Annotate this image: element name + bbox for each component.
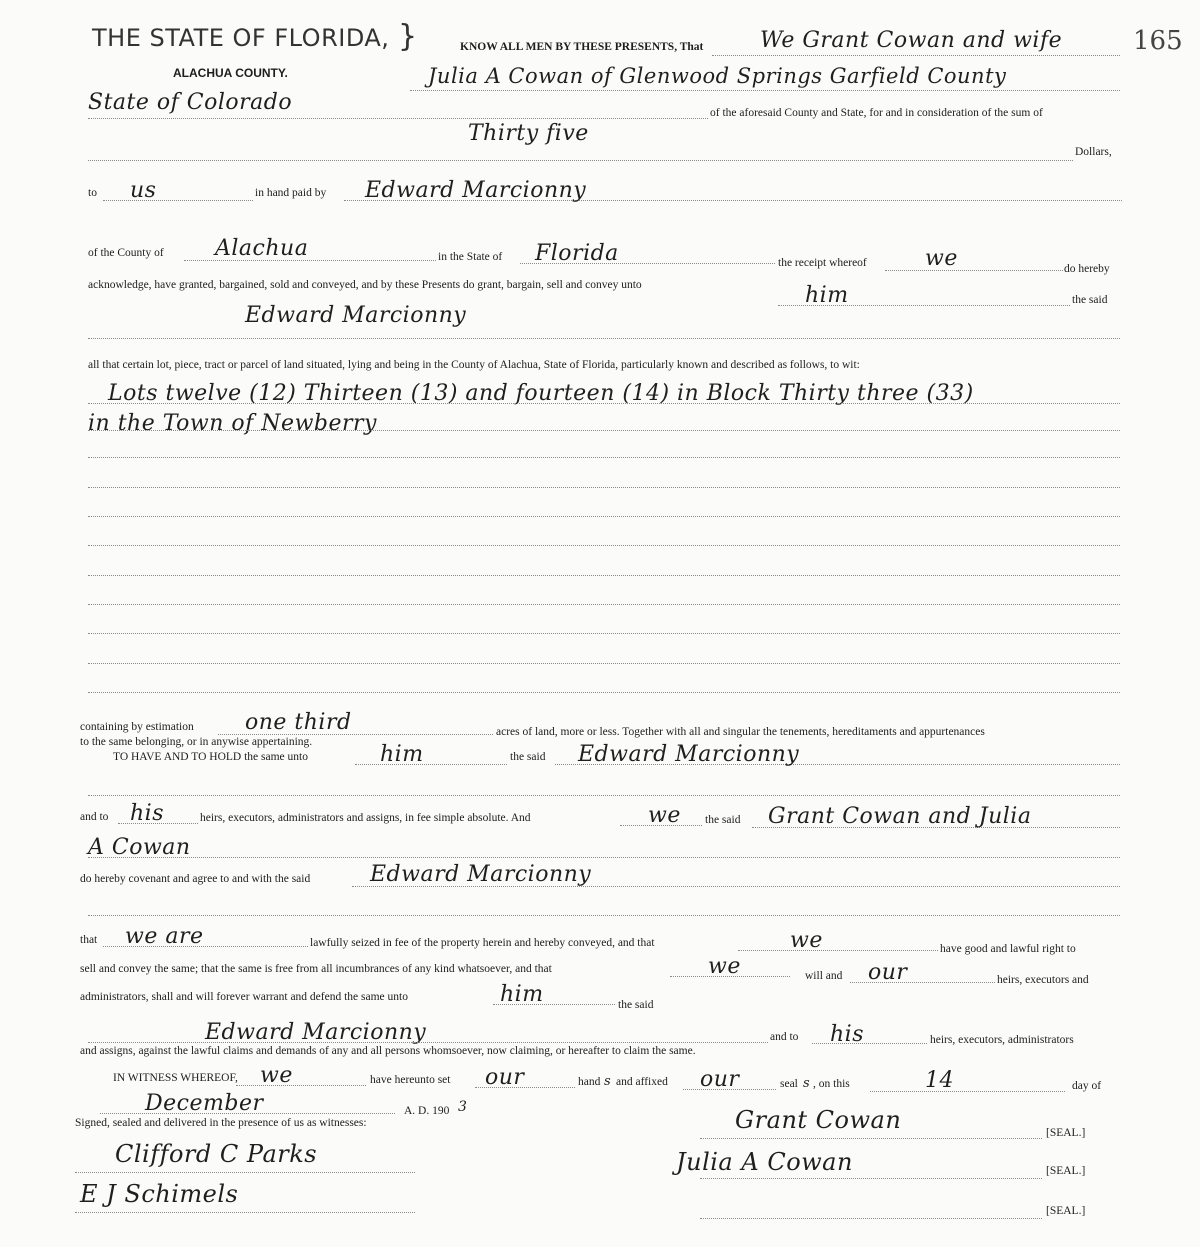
habendum-the-said2: the said <box>705 814 741 826</box>
in-witness-label: IN WITNESS WHEREOF, <box>113 1072 238 1084</box>
to-have-label: TO HAVE AND TO HOLD the same unto <box>113 751 308 763</box>
grantors-line3: State of Colorado <box>88 90 293 115</box>
ruled-line <box>88 604 1120 605</box>
ruled-line <box>88 915 1120 916</box>
warranty-the-said: the said <box>618 999 654 1011</box>
affixed-label: and affixed <box>616 1076 668 1088</box>
belonging-text: to the same belonging, or in anywise appertaining. <box>80 736 313 748</box>
receipt-label: the receipt whereof <box>778 257 867 269</box>
unto-value: him <box>805 283 849 308</box>
hand-suffix: s <box>604 1074 612 1089</box>
acknowledge-text: acknowledge, have granted, bargained, sold and conveyed, and by these Presents do grant, bargain, sell and convey unto <box>88 279 642 291</box>
county-value: Alachua <box>215 236 309 261</box>
seal-suffix: s <box>803 1076 811 1091</box>
seized-text: lawfully seized in fee of the property herein and hereby conveyed, and that <box>310 937 655 949</box>
ad-label: A. D. 190 <box>404 1105 450 1117</box>
habendum-the-said: the said <box>510 751 546 763</box>
acres-text: acres of land, more or less. Together with all and singular the tenements, hereditaments and appurtenances <box>496 726 985 738</box>
state-label: in the State of <box>438 251 503 263</box>
state-value: Florida <box>535 241 619 266</box>
heirs-exec-text: heirs, executors and <box>997 974 1089 986</box>
know-all-men-text: KNOW ALL MEN BY THESE PRESENTS, That <box>460 41 704 53</box>
to-label: to <box>88 187 97 199</box>
ruled-line <box>88 857 1120 858</box>
ruled-line <box>88 692 1120 693</box>
habendum-unto-value: him <box>380 742 424 767</box>
will-value: we <box>708 954 741 979</box>
ruled-line <box>88 795 1120 796</box>
habendum-grantors-cont: A Cowan <box>88 835 191 860</box>
legal-description-line2: in the Town of Newberry <box>88 411 377 436</box>
ruled-line <box>88 403 1120 404</box>
header-brace: } <box>398 19 418 54</box>
covenant-grantee: Edward Marcionny <box>370 862 592 887</box>
sell-text: sell and convey the same; that the same is free from all incumbrances of any kind whatsoever, and that <box>80 963 552 975</box>
heirs-admin-text: heirs, executors, administrators <box>930 1034 1074 1046</box>
day-of-label: day of <box>1072 1080 1102 1092</box>
habendum-grantors: Grant Cowan and Julia <box>768 804 1032 829</box>
ruled-line <box>88 487 1120 488</box>
warranty-grantee: Edward Marcionny <box>205 1020 427 1045</box>
hand-label: hand <box>578 1076 601 1088</box>
month-value: December <box>145 1091 264 1116</box>
that-value: we are <box>125 924 204 949</box>
year-value: 3 <box>458 1099 468 1115</box>
seal-1: [SEAL.] <box>1046 1127 1086 1139</box>
warranty-his-value: his <box>830 1022 864 1047</box>
ruled-line <box>236 1085 366 1086</box>
signer1-signature: Grant Cowan <box>735 1106 902 1134</box>
do-hereby: do hereby <box>1064 263 1110 275</box>
signed-text: Signed, sealed and delivered in the presence of us as witnesses: <box>75 1117 367 1129</box>
our-value-2: our <box>700 1067 740 1092</box>
that-label: that <box>80 934 98 946</box>
seal-3: [SEAL.] <box>1046 1205 1086 1217</box>
and-to-label: and to <box>80 811 109 823</box>
have-value: we <box>790 928 823 953</box>
ruled-line <box>870 1091 1065 1092</box>
habendum-grantee: Edward Marcionny <box>578 742 800 767</box>
page-number: 165 <box>1133 26 1183 56</box>
ruled-line <box>885 270 1063 271</box>
ruled-line <box>700 1218 1042 1219</box>
consideration-amount: Thirty five <box>468 121 589 146</box>
witness2-signature: E J Schimels <box>80 1180 239 1208</box>
habendum-and-value: we <box>648 803 681 828</box>
ruled-line <box>738 950 938 951</box>
ruled-line <box>100 1113 395 1114</box>
ruled-line <box>88 545 1120 546</box>
to-value: us <box>130 178 157 203</box>
paid-by-label: in hand paid by <box>255 187 327 199</box>
seal-label: seal <box>780 1078 798 1090</box>
grantors-line2: Julia A Cowan of Glenwood Springs Garfield County <box>428 64 1007 88</box>
ruled-line <box>712 55 1120 56</box>
ruled-line <box>700 1178 1042 1179</box>
will-and-label: will and <box>805 970 843 982</box>
ruled-line <box>88 457 1120 458</box>
ruled-line <box>88 1042 768 1043</box>
admin-text: administrators, shall and will forever warrant and defend the same unto <box>80 991 408 1003</box>
all-that-text: all that certain lot, piece, tract or parcel of land situated, lying and being in the County of Alachua, State of Florida, particularly known and described as follows, to wit: <box>88 359 860 371</box>
warranty-and-to: and to <box>770 1031 799 1043</box>
ruled-line <box>88 160 1073 161</box>
ruled-line <box>88 633 1120 634</box>
acreage-value: one third <box>245 710 352 735</box>
our-value: our <box>868 960 908 985</box>
seal-2: [SEAL.] <box>1046 1165 1086 1177</box>
ruled-line <box>355 764 507 765</box>
grantee-value: Edward Marcionny <box>245 303 467 328</box>
grantors-line1: We Grant Cowan and wife <box>760 28 1063 53</box>
ruled-line <box>75 1212 415 1213</box>
habendum-heirs-text: heirs, executors, administrators and assigns, in fee simple absolute. And <box>200 812 531 824</box>
habendum-his-value: his <box>130 801 164 826</box>
ruled-line <box>88 575 1120 576</box>
our-value-1: our <box>485 1065 525 1090</box>
on-this-label: , on this <box>813 1078 850 1090</box>
containing-label: containing by estimation <box>80 721 194 733</box>
signer2-signature: Julia A Cowan <box>676 1148 853 1176</box>
ruled-line <box>700 1138 1042 1139</box>
legal-description-line1: Lots twelve (12) Thirteen (13) and fourteen (14) in Block Thirty three (33) <box>108 381 974 406</box>
ruled-line <box>103 200 253 201</box>
aforesaid-text: of the aforesaid County and State, for and in consideration of the sum of <box>710 107 1043 119</box>
witness1-signature: Clifford C Parks <box>115 1140 318 1168</box>
covenant-text: do hereby covenant and agree to and with the said <box>80 873 311 885</box>
the-said-label: the said <box>1072 294 1108 306</box>
whereof-value: we <box>260 1063 293 1088</box>
day-value: 14 <box>925 1068 954 1093</box>
warranty-unto-value: him <box>500 982 544 1007</box>
ruled-line <box>88 430 1120 431</box>
ruled-line <box>75 1172 415 1173</box>
ruled-line <box>88 118 708 119</box>
dollars-label: Dollars, <box>1075 146 1112 158</box>
county-name: ALACHUA COUNTY. <box>173 66 288 80</box>
assigns-text: and assigns, against the lawful claims and demands of any and all persons whomsoever, now claiming, or hereafter to claim the same. <box>80 1045 696 1057</box>
state-title: THE STATE OF FLORIDA, <box>92 24 390 52</box>
have-set-label: have hereunto set <box>370 1074 451 1086</box>
county-label: of the County of <box>88 247 164 259</box>
receipt-value: we <box>925 246 958 271</box>
have-good-text: have good and lawful right to <box>940 943 1076 955</box>
paid-by-value: Edward Marcionny <box>365 178 587 203</box>
ruled-line <box>88 338 1120 339</box>
ruled-line <box>88 663 1120 664</box>
ruled-line <box>88 516 1120 517</box>
ruled-line <box>410 90 1120 91</box>
